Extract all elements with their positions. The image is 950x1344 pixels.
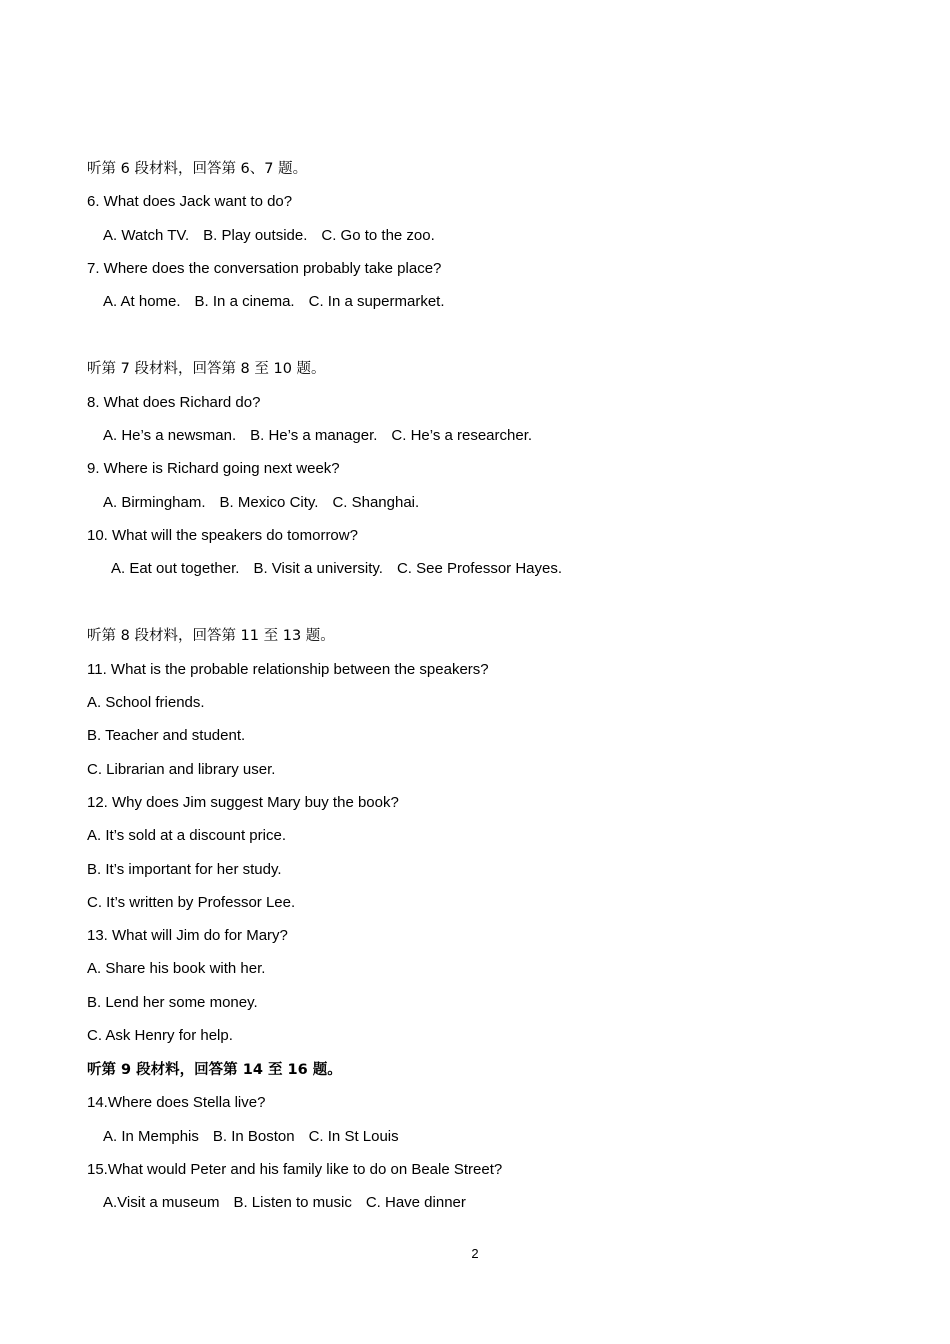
- option-a: A. Watch TV.: [103, 227, 190, 244]
- question-13: 13. What will Jim do for Mary?: [87, 927, 288, 944]
- option-c: C. In a supermarket.: [308, 293, 445, 310]
- question-12: 12. Why does Jim suggest Mary buy the book?: [87, 794, 399, 811]
- question-12-option-c: C. It’s written by Professor Lee.: [87, 894, 296, 911]
- question-11: 11. What is the probable relationship between the speakers?: [87, 661, 489, 678]
- question-15-options: [103, 1193, 466, 1213]
- question-12-option-a: A. It’s sold at a discount price.: [87, 827, 286, 844]
- page-number: 2: [471, 1246, 479, 1261]
- question-11-option-a: A. School friends.: [87, 694, 205, 711]
- option-a: A.Visit a museum: [103, 1194, 220, 1211]
- question-8: 8. What does Richard do?: [87, 394, 261, 411]
- question-9: 9. Where is Richard going next week?: [87, 460, 340, 477]
- option-c: C. Go to the zoo.: [321, 227, 435, 244]
- option-c: C. Shanghai.: [332, 494, 420, 511]
- option-a: A. In Memphis: [103, 1128, 199, 1145]
- option-b: B. He’s a manager.: [250, 427, 378, 444]
- option-c: C. He’s a researcher.: [391, 427, 533, 444]
- question-15: 15.What would Peter and his family like to do on Beale Street?: [87, 1161, 503, 1178]
- question-10-options: [111, 559, 562, 579]
- question-11-option-c: C. Librarian and library user.: [87, 761, 276, 778]
- option-b: B. Listen to music: [233, 1194, 352, 1211]
- question-6: 6. What does Jack want to do?: [87, 193, 293, 210]
- option-b: B. In Boston: [212, 1128, 295, 1145]
- option-a: A. Eat out together.: [111, 560, 240, 577]
- option-a: A. He’s a newsman.: [103, 427, 237, 444]
- question-12-option-b: B. It’s important for her study.: [87, 861, 282, 878]
- question-9-options: [103, 493, 419, 513]
- option-b: B. In a cinema.: [194, 293, 295, 310]
- question-14: 14.Where does Stella live?: [87, 1094, 266, 1111]
- question-7-options: [103, 292, 445, 312]
- option-c: C. Have dinner: [365, 1194, 466, 1211]
- section-header-6: 听第 6 段材料，回答第 6、7 题。: [87, 161, 308, 177]
- option-b: B. Visit a university.: [253, 560, 383, 577]
- question-10: 10. What will the speakers do tomorrow?: [87, 527, 358, 544]
- section-header-9: 听第 9 段材料，回答第 14 至 16 题。: [87, 1062, 342, 1078]
- option-c: C. In St Louis: [308, 1128, 399, 1145]
- question-8-options: [103, 426, 532, 446]
- question-13-option-b: B. Lend her some money.: [87, 994, 258, 1011]
- option-c: C. See Professor Hayes.: [396, 560, 563, 577]
- question-11-option-b: B. Teacher and student.: [87, 727, 246, 744]
- question-7: 7. Where does the conversation probably take place?: [87, 260, 442, 277]
- section-header-7: 听第 7 段材料，回答第 8 至 10 题。: [87, 361, 326, 377]
- option-a: A. Birmingham.: [103, 494, 206, 511]
- option-b: B. Mexico City.: [219, 494, 319, 511]
- question-6-options: [103, 226, 435, 246]
- option-b: B. Play outside.: [203, 227, 308, 244]
- question-13-option-a: A. Share his book with her.: [87, 960, 266, 977]
- option-a: A. At home.: [103, 293, 181, 310]
- question-13-option-c: C. Ask Henry for help.: [87, 1027, 233, 1044]
- section-header-8: 听第 8 段材料，回答第 11 至 13 题。: [87, 628, 335, 644]
- question-14-options: [103, 1127, 399, 1147]
